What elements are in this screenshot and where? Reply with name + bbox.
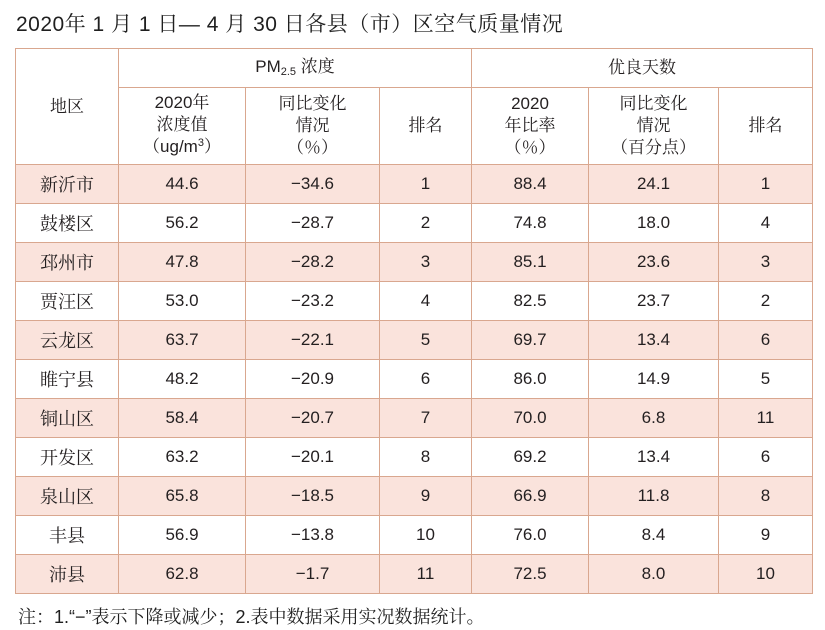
- cell-days-rank: 6: [719, 321, 813, 360]
- cell-days-rate: 86.0: [472, 360, 589, 399]
- cell-days-rank: 11: [719, 399, 813, 438]
- cell-pm25-value: 56.9: [119, 516, 246, 555]
- cell-days-rank: 5: [719, 360, 813, 399]
- cell-pm25-rank: 8: [380, 438, 472, 477]
- table-header-row-group: [16, 49, 813, 88]
- cell-days-rate: 69.7: [472, 321, 589, 360]
- cell-pm25-value: 58.4: [119, 399, 246, 438]
- cell-pm25-value: 56.2: [119, 204, 246, 243]
- air-quality-table: [15, 48, 813, 594]
- header-days-rate: 2020 年比率 （％）: [472, 88, 589, 165]
- cell-pm25-change: −34.6: [246, 165, 380, 204]
- cell-pm25-change: −20.9: [246, 360, 380, 399]
- cell-days-rank: 2: [719, 282, 813, 321]
- cell-region: 开发区: [16, 438, 119, 477]
- cell-days-rate: 72.5: [472, 555, 589, 594]
- table-row: [16, 360, 813, 399]
- cell-pm25-change: −20.1: [246, 438, 380, 477]
- cell-days-rank: 3: [719, 243, 813, 282]
- cell-days-change: 11.8: [589, 477, 719, 516]
- header-pm25-rank: 排名: [380, 88, 472, 165]
- cell-days-rank: 6: [719, 438, 813, 477]
- cell-days-rate: 74.8: [472, 204, 589, 243]
- cell-pm25-value: 65.8: [119, 477, 246, 516]
- table-header-row-sub: [16, 88, 813, 165]
- cell-pm25-value: 62.8: [119, 555, 246, 594]
- cell-pm25-rank: 5: [380, 321, 472, 360]
- cell-pm25-rank: 11: [380, 555, 472, 594]
- page-title: 2020年 1 月 1 日— 4 月 30 日各县（市）区空气质量情况: [16, 13, 564, 36]
- table-row: [16, 243, 813, 282]
- cell-pm25-change: −23.2: [246, 282, 380, 321]
- cell-pm25-change: −13.8: [246, 516, 380, 555]
- table-body: [16, 165, 813, 594]
- table-row: [16, 438, 813, 477]
- cell-region: 云龙区: [16, 321, 119, 360]
- header-region: 地区: [16, 49, 119, 165]
- cell-days-change: 13.4: [589, 438, 719, 477]
- cell-days-rate: 70.0: [472, 399, 589, 438]
- cell-region: 泉山区: [16, 477, 119, 516]
- cell-pm25-change: −1.7: [246, 555, 380, 594]
- cell-pm25-change: −20.7: [246, 399, 380, 438]
- cell-days-rate: 66.9: [472, 477, 589, 516]
- cell-days-rate: 69.2: [472, 438, 589, 477]
- table-row: [16, 555, 813, 594]
- cell-pm25-value: 53.0: [119, 282, 246, 321]
- cell-days-rate: 82.5: [472, 282, 589, 321]
- cell-days-change: 8.0: [589, 555, 719, 594]
- cell-pm25-value: 63.2: [119, 438, 246, 477]
- cell-days-change: 24.1: [589, 165, 719, 204]
- cell-pm25-rank: 6: [380, 360, 472, 399]
- cell-region: 邳州市: [16, 243, 119, 282]
- table-row: [16, 204, 813, 243]
- cell-region: 铜山区: [16, 399, 119, 438]
- cell-days-rank: 9: [719, 516, 813, 555]
- cell-pm25-rank: 9: [380, 477, 472, 516]
- cell-days-rank: 1: [719, 165, 813, 204]
- cell-region: 贾汪区: [16, 282, 119, 321]
- cell-region: 睢宁县: [16, 360, 119, 399]
- cell-days-rate: 85.1: [472, 243, 589, 282]
- cell-pm25-rank: 3: [380, 243, 472, 282]
- header-pm25-value: 2020年 浓度值 $(ug/m^3)$: [119, 88, 246, 165]
- cell-days-change: 18.0: [589, 204, 719, 243]
- table-row: [16, 477, 813, 516]
- table-footnote: 注：1.“−”表示下降或减少；2.表中数据采用实况数据统计。: [18, 607, 485, 627]
- cell-days-rate: 88.4: [472, 165, 589, 204]
- table-row: [16, 321, 813, 360]
- cell-days-change: 13.4: [589, 321, 719, 360]
- cell-pm25-change: −28.2: [246, 243, 380, 282]
- cell-days-rate: 76.0: [472, 516, 589, 555]
- cell-days-change: 8.4: [589, 516, 719, 555]
- header-good-days-group: 优良天数: [472, 49, 813, 88]
- cell-pm25-change: −18.5: [246, 477, 380, 516]
- cell-pm25-rank: 1: [380, 165, 472, 204]
- table-row: [16, 399, 813, 438]
- cell-pm25-change: −28.7: [246, 204, 380, 243]
- table-row: [16, 282, 813, 321]
- table-row: [16, 516, 813, 555]
- cell-days-rank: 10: [719, 555, 813, 594]
- table-row: [16, 165, 813, 204]
- header-pm25-group: $PM_{2.5}$ 浓度: [119, 49, 472, 88]
- cell-days-rank: 4: [719, 204, 813, 243]
- table-header: [16, 49, 813, 165]
- cell-days-rank: 8: [719, 477, 813, 516]
- cell-pm25-value: 47.8: [119, 243, 246, 282]
- cell-pm25-rank: 4: [380, 282, 472, 321]
- cell-pm25-change: −22.1: [246, 321, 380, 360]
- cell-region: 鼓楼区: [16, 204, 119, 243]
- cell-days-change: 14.9: [589, 360, 719, 399]
- cell-pm25-value: 48.2: [119, 360, 246, 399]
- cell-days-change: 6.8: [589, 399, 719, 438]
- cell-region: 新沂市: [16, 165, 119, 204]
- cell-region: 沛县: [16, 555, 119, 594]
- cell-pm25-value: 44.6: [119, 165, 246, 204]
- cell-pm25-rank: 10: [380, 516, 472, 555]
- cell-pm25-rank: 2: [380, 204, 472, 243]
- cell-days-change: 23.6: [589, 243, 719, 282]
- header-pm25-change: 同比变化 情况 （％）: [246, 88, 380, 165]
- cell-pm25-rank: 7: [380, 399, 472, 438]
- header-days-change: 同比变化 情况 （百分点）: [589, 88, 719, 165]
- cell-region: 丰县: [16, 516, 119, 555]
- cell-days-change: 23.7: [589, 282, 719, 321]
- header-days-rank: 排名: [719, 88, 813, 165]
- cell-pm25-value: 63.7: [119, 321, 246, 360]
